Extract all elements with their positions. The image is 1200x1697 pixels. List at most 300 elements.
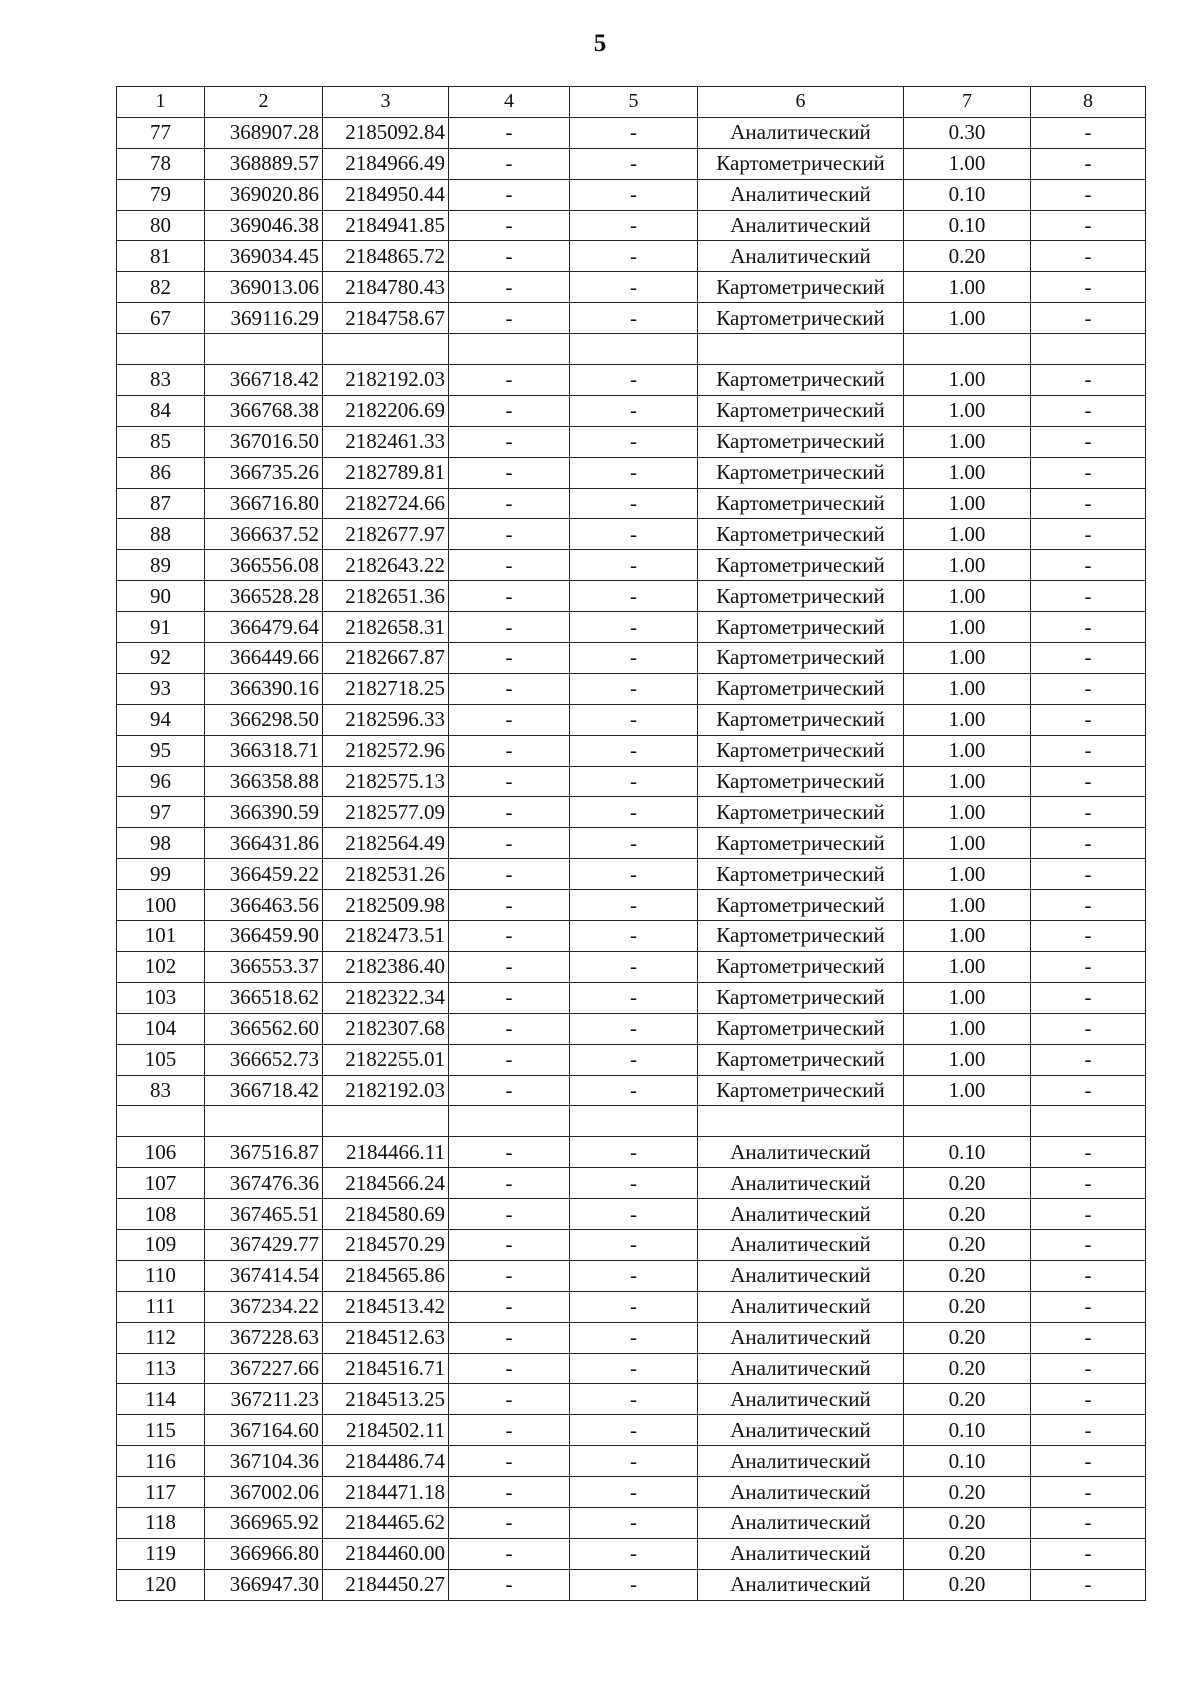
col-5-cell — [570, 334, 698, 365]
error-cell: 1.00 — [904, 673, 1031, 704]
y-coordinate-cell: 2182386.40 — [323, 951, 449, 982]
col-8-cell: - — [1031, 148, 1146, 179]
x-coordinate-cell: 366718.42 — [205, 1075, 323, 1106]
method-cell: Картометрический — [698, 488, 904, 519]
point-number-cell: 115 — [117, 1415, 205, 1446]
error-cell: 0.10 — [904, 1446, 1031, 1477]
col-8-cell: - — [1031, 1446, 1146, 1477]
method-cell — [698, 334, 904, 365]
table-row — [117, 117, 1146, 148]
error-cell: 1.00 — [904, 982, 1031, 1013]
error-cell: 0.20 — [904, 1384, 1031, 1415]
col-8-cell: - — [1031, 1477, 1146, 1508]
col-5-cell: - — [570, 890, 698, 921]
column-header-7: 7 — [904, 87, 1031, 118]
x-coordinate-cell: 369020.86 — [205, 179, 323, 210]
method-cell: Картометрический — [698, 519, 904, 550]
col-8-cell: - — [1031, 921, 1146, 952]
x-coordinate-cell: 369116.29 — [205, 303, 323, 334]
method-cell: Картометрический — [698, 673, 904, 704]
table-row — [117, 735, 1146, 766]
x-coordinate-cell: 366718.42 — [205, 365, 323, 396]
table-row — [117, 1569, 1146, 1600]
col-5-cell: - — [570, 982, 698, 1013]
col-5-cell: - — [570, 1199, 698, 1230]
col-5-cell: - — [570, 951, 698, 982]
error-cell: 1.00 — [904, 519, 1031, 550]
method-cell: Картометрический — [698, 581, 904, 612]
method-cell: Картометрический — [698, 735, 904, 766]
method-cell: Аналитический — [698, 1322, 904, 1353]
x-coordinate-cell: 366518.62 — [205, 982, 323, 1013]
error-cell: 1.00 — [904, 303, 1031, 334]
error-cell: 0.10 — [904, 1137, 1031, 1168]
separator-row — [117, 334, 1146, 365]
method-cell: Аналитический — [698, 1507, 904, 1538]
error-cell: 1.00 — [904, 1013, 1031, 1044]
col-4-cell: - — [449, 1168, 570, 1199]
col-8-cell: - — [1031, 117, 1146, 148]
col-5-cell: - — [570, 179, 698, 210]
col-5-cell: - — [570, 921, 698, 952]
error-cell: 0.20 — [904, 1260, 1031, 1291]
method-cell: Картометрический — [698, 1075, 904, 1106]
point-number-cell: 120 — [117, 1569, 205, 1600]
x-coordinate-cell: 366358.88 — [205, 766, 323, 797]
point-number-cell — [117, 334, 205, 365]
col-4-cell: - — [449, 1538, 570, 1569]
y-coordinate-cell: 2184566.24 — [323, 1168, 449, 1199]
col-4-cell: - — [449, 426, 570, 457]
table-row — [117, 859, 1146, 890]
x-coordinate-cell: 367429.77 — [205, 1229, 323, 1260]
point-number-cell: 116 — [117, 1446, 205, 1477]
error-cell: 0.20 — [904, 1229, 1031, 1260]
y-coordinate-cell: 2184513.25 — [323, 1384, 449, 1415]
x-coordinate-cell: 367211.23 — [205, 1384, 323, 1415]
y-coordinate-cell: 2185092.84 — [323, 117, 449, 148]
method-cell: Аналитический — [698, 1260, 904, 1291]
col-5-cell: - — [570, 488, 698, 519]
method-cell: Картометрический — [698, 365, 904, 396]
y-coordinate-cell: 2182572.96 — [323, 735, 449, 766]
y-coordinate-cell: 2184466.11 — [323, 1137, 449, 1168]
col-4-cell: - — [449, 1013, 570, 1044]
x-coordinate-cell: 367104.36 — [205, 1446, 323, 1477]
column-header-3: 3 — [323, 87, 449, 118]
col-5-cell: - — [570, 1260, 698, 1291]
method-cell: Картометрический — [698, 1044, 904, 1075]
col-4-cell: - — [449, 612, 570, 643]
col-8-cell: - — [1031, 982, 1146, 1013]
col-4-cell: - — [449, 828, 570, 859]
x-coordinate-cell: 369013.06 — [205, 272, 323, 303]
col-5-cell: - — [570, 550, 698, 581]
col-4-cell: - — [449, 1384, 570, 1415]
y-coordinate-cell: 2184460.00 — [323, 1538, 449, 1569]
col-8-cell: - — [1031, 179, 1146, 210]
col-4-cell: - — [449, 488, 570, 519]
x-coordinate-cell: 366735.26 — [205, 457, 323, 488]
error-cell: 1.00 — [904, 395, 1031, 426]
col-5-cell: - — [570, 1168, 698, 1199]
col-8-cell: - — [1031, 797, 1146, 828]
x-coordinate-cell: 366556.08 — [205, 550, 323, 581]
error-cell: 0.10 — [904, 179, 1031, 210]
point-number-cell: 106 — [117, 1137, 205, 1168]
error-cell: 1.00 — [904, 612, 1031, 643]
method-cell: Картометрический — [698, 797, 904, 828]
column-header-1: 1 — [117, 87, 205, 118]
table-row — [117, 643, 1146, 674]
col-4-cell: - — [449, 1446, 570, 1477]
point-number-cell: 82 — [117, 272, 205, 303]
table-row — [117, 1322, 1146, 1353]
table-row — [117, 951, 1146, 982]
table-row — [117, 210, 1146, 241]
y-coordinate-cell: 2182509.98 — [323, 890, 449, 921]
point-number-cell: 102 — [117, 951, 205, 982]
col-5-cell: - — [570, 1353, 698, 1384]
column-header-6: 6 — [698, 87, 904, 118]
col-8-cell: - — [1031, 1013, 1146, 1044]
error-cell: 0.20 — [904, 1291, 1031, 1322]
point-number-cell: 88 — [117, 519, 205, 550]
x-coordinate-cell: 366966.80 — [205, 1538, 323, 1569]
y-coordinate-cell: 2182564.49 — [323, 828, 449, 859]
table-row — [117, 1538, 1146, 1569]
method-cell: Аналитический — [698, 1384, 904, 1415]
error-cell: 1.00 — [904, 890, 1031, 921]
table-row — [117, 395, 1146, 426]
point-number-cell: 98 — [117, 828, 205, 859]
column-header-4: 4 — [449, 87, 570, 118]
point-number-cell: 79 — [117, 179, 205, 210]
x-coordinate-cell: 366562.60 — [205, 1013, 323, 1044]
table-row — [117, 272, 1146, 303]
col-4-cell: - — [449, 1415, 570, 1446]
col-8-cell: - — [1031, 303, 1146, 334]
col-8-cell: - — [1031, 1075, 1146, 1106]
point-number-cell: 112 — [117, 1322, 205, 1353]
table-row — [117, 1353, 1146, 1384]
col-8-cell: - — [1031, 1415, 1146, 1446]
column-header-5: 5 — [570, 87, 698, 118]
table-row — [117, 704, 1146, 735]
col-4-cell: - — [449, 643, 570, 674]
col-4-cell: - — [449, 457, 570, 488]
point-number-cell: 93 — [117, 673, 205, 704]
error-cell: 1.00 — [904, 365, 1031, 396]
method-cell: Картометрический — [698, 272, 904, 303]
table-row — [117, 488, 1146, 519]
point-number-cell: 104 — [117, 1013, 205, 1044]
col-5-cell: - — [570, 1384, 698, 1415]
col-4-cell — [449, 1106, 570, 1137]
x-coordinate-cell: 366553.37 — [205, 951, 323, 982]
y-coordinate-cell: 2182643.22 — [323, 550, 449, 581]
y-coordinate-cell — [323, 1106, 449, 1137]
col-5-cell: - — [570, 643, 698, 674]
x-coordinate-cell: 366431.86 — [205, 828, 323, 859]
error-cell: 1.00 — [904, 643, 1031, 674]
y-coordinate-cell: 2184941.85 — [323, 210, 449, 241]
table-row — [117, 1446, 1146, 1477]
col-4-cell: - — [449, 673, 570, 704]
method-cell: Картометрический — [698, 148, 904, 179]
method-cell: Картометрический — [698, 303, 904, 334]
point-number-cell: 100 — [117, 890, 205, 921]
table-row — [117, 1415, 1146, 1446]
col-4-cell: - — [449, 1477, 570, 1508]
col-5-cell: - — [570, 1044, 698, 1075]
point-number-cell — [117, 1106, 205, 1137]
col-8-cell: - — [1031, 643, 1146, 674]
col-8-cell: - — [1031, 519, 1146, 550]
col-8-cell: - — [1031, 1384, 1146, 1415]
col-4-cell: - — [449, 1229, 570, 1260]
x-coordinate-cell: 366459.90 — [205, 921, 323, 952]
y-coordinate-cell: 2182461.33 — [323, 426, 449, 457]
method-cell: Картометрический — [698, 766, 904, 797]
error-cell: 1.00 — [904, 735, 1031, 766]
col-8-cell: - — [1031, 704, 1146, 735]
col-8-cell: - — [1031, 457, 1146, 488]
col-8-cell: - — [1031, 828, 1146, 859]
x-coordinate-cell: 367234.22 — [205, 1291, 323, 1322]
error-cell: 1.00 — [904, 797, 1031, 828]
page-number: 5 — [593, 30, 607, 57]
col-8-cell: - — [1031, 1137, 1146, 1168]
method-cell: Картометрический — [698, 457, 904, 488]
col-4-cell: - — [449, 766, 570, 797]
x-coordinate-cell: 366947.30 — [205, 1569, 323, 1600]
method-cell: Картометрический — [698, 704, 904, 735]
point-number-cell: 97 — [117, 797, 205, 828]
method-cell: Картометрический — [698, 859, 904, 890]
col-4-cell: - — [449, 797, 570, 828]
error-cell: 0.20 — [904, 241, 1031, 272]
table-row — [117, 1075, 1146, 1106]
table-row — [117, 1137, 1146, 1168]
col-5-cell: - — [570, 457, 698, 488]
error-cell: 0.30 — [904, 117, 1031, 148]
col-5-cell: - — [570, 1569, 698, 1600]
error-cell: 0.20 — [904, 1507, 1031, 1538]
table-row — [117, 921, 1146, 952]
point-number-cell: 89 — [117, 550, 205, 581]
error-cell: 0.20 — [904, 1538, 1031, 1569]
point-number-cell: 108 — [117, 1199, 205, 1230]
col-5-cell: - — [570, 581, 698, 612]
error-cell — [904, 334, 1031, 365]
y-coordinate-cell: 2182667.87 — [323, 643, 449, 674]
table-row — [117, 673, 1146, 704]
table-header-row — [117, 87, 1146, 118]
point-number-cell: 101 — [117, 921, 205, 952]
col-8-cell: - — [1031, 1291, 1146, 1322]
col-4-cell: - — [449, 303, 570, 334]
method-cell: Картометрический — [698, 921, 904, 952]
x-coordinate-cell: 366449.66 — [205, 643, 323, 674]
x-coordinate-cell: 366768.38 — [205, 395, 323, 426]
point-number-cell: 81 — [117, 241, 205, 272]
col-8-cell: - — [1031, 210, 1146, 241]
col-5-cell: - — [570, 1507, 698, 1538]
method-cell: Картометрический — [698, 395, 904, 426]
col-4-cell: - — [449, 704, 570, 735]
y-coordinate-cell: 2184570.29 — [323, 1229, 449, 1260]
x-coordinate-cell: 366390.16 — [205, 673, 323, 704]
x-coordinate-cell: 366459.22 — [205, 859, 323, 890]
point-number-cell: 117 — [117, 1477, 205, 1508]
col-4-cell: - — [449, 365, 570, 396]
col-5-cell: - — [570, 1075, 698, 1106]
col-5-cell: - — [570, 1322, 698, 1353]
y-coordinate-cell: 2182677.97 — [323, 519, 449, 550]
col-4-cell: - — [449, 272, 570, 303]
col-4-cell: - — [449, 1137, 570, 1168]
col-8-cell: - — [1031, 241, 1146, 272]
x-coordinate-cell: 369034.45 — [205, 241, 323, 272]
table-row — [117, 426, 1146, 457]
col-4-cell: - — [449, 117, 570, 148]
table-row — [117, 890, 1146, 921]
method-cell: Картометрический — [698, 982, 904, 1013]
y-coordinate-cell: 2182531.26 — [323, 859, 449, 890]
x-coordinate-cell: 367002.06 — [205, 1477, 323, 1508]
col-4-cell: - — [449, 1353, 570, 1384]
point-number-cell: 113 — [117, 1353, 205, 1384]
col-8-cell: - — [1031, 951, 1146, 982]
col-5-cell: - — [570, 1477, 698, 1508]
point-number-cell: 91 — [117, 612, 205, 643]
x-coordinate-cell: 367016.50 — [205, 426, 323, 457]
table-row — [117, 1013, 1146, 1044]
col-5-cell: - — [570, 148, 698, 179]
y-coordinate-cell: 2184865.72 — [323, 241, 449, 272]
col-5-cell: - — [570, 1229, 698, 1260]
table-row — [117, 457, 1146, 488]
error-cell: 1.00 — [904, 828, 1031, 859]
col-4-cell: - — [449, 982, 570, 1013]
point-number-cell: 119 — [117, 1538, 205, 1569]
y-coordinate-cell: 2184471.18 — [323, 1477, 449, 1508]
y-coordinate-cell: 2182724.66 — [323, 488, 449, 519]
y-coordinate-cell: 2182307.68 — [323, 1013, 449, 1044]
col-8-cell: - — [1031, 1229, 1146, 1260]
y-coordinate-cell: 2182192.03 — [323, 1075, 449, 1106]
table-row — [117, 1291, 1146, 1322]
col-5-cell: - — [570, 519, 698, 550]
col-8-cell: - — [1031, 272, 1146, 303]
col-5-cell: - — [570, 1291, 698, 1322]
col-4-cell: - — [449, 581, 570, 612]
table-row — [117, 581, 1146, 612]
method-cell: Аналитический — [698, 210, 904, 241]
col-4-cell: - — [449, 859, 570, 890]
method-cell: Картометрический — [698, 643, 904, 674]
table-row — [117, 982, 1146, 1013]
col-5-cell: - — [570, 673, 698, 704]
method-cell: Картометрический — [698, 612, 904, 643]
error-cell: 1.00 — [904, 1075, 1031, 1106]
error-cell: 1.00 — [904, 1044, 1031, 1075]
error-cell: 1.00 — [904, 272, 1031, 303]
separator-row — [117, 1106, 1146, 1137]
table-row — [117, 179, 1146, 210]
error-cell: 1.00 — [904, 921, 1031, 952]
x-coordinate-cell: 366965.92 — [205, 1507, 323, 1538]
x-coordinate-cell: 368889.57 — [205, 148, 323, 179]
col-8-cell — [1031, 1106, 1146, 1137]
col-8-cell: - — [1031, 1260, 1146, 1291]
col-5-cell: - — [570, 395, 698, 426]
y-coordinate-cell: 2184516.71 — [323, 1353, 449, 1384]
col-4-cell: - — [449, 735, 570, 766]
error-cell: 0.20 — [904, 1199, 1031, 1230]
point-number-cell: 80 — [117, 210, 205, 241]
y-coordinate-cell: 2182789.81 — [323, 457, 449, 488]
col-8-cell: - — [1031, 1353, 1146, 1384]
error-cell: 1.00 — [904, 951, 1031, 982]
table-row — [117, 1044, 1146, 1075]
col-4-cell: - — [449, 148, 570, 179]
col-5-cell: - — [570, 1538, 698, 1569]
x-coordinate-cell: 367465.51 — [205, 1199, 323, 1230]
col-5-cell: - — [570, 1013, 698, 1044]
table-row — [117, 612, 1146, 643]
col-5-cell: - — [570, 704, 698, 735]
point-number-cell: 85 — [117, 426, 205, 457]
point-number-cell: 92 — [117, 643, 205, 674]
error-cell: 0.20 — [904, 1168, 1031, 1199]
x-coordinate-cell: 366479.64 — [205, 612, 323, 643]
x-coordinate-cell: 367414.54 — [205, 1260, 323, 1291]
point-number-cell: 95 — [117, 735, 205, 766]
col-8-cell: - — [1031, 395, 1146, 426]
coordinates-table — [116, 86, 1146, 1601]
method-cell: Аналитический — [698, 117, 904, 148]
col-5-cell: - — [570, 210, 698, 241]
y-coordinate-cell: 2182577.09 — [323, 797, 449, 828]
col-5-cell: - — [570, 272, 698, 303]
table-row — [117, 1168, 1146, 1199]
y-coordinate-cell: 2182596.33 — [323, 704, 449, 735]
method-cell: Аналитический — [698, 241, 904, 272]
method-cell: Аналитический — [698, 1477, 904, 1508]
table-row — [117, 303, 1146, 334]
table-row — [117, 148, 1146, 179]
col-4-cell: - — [449, 395, 570, 426]
col-4-cell: - — [449, 1569, 570, 1600]
y-coordinate-cell: 2184780.43 — [323, 272, 449, 303]
col-8-cell: - — [1031, 365, 1146, 396]
col-8-cell: - — [1031, 735, 1146, 766]
y-coordinate-cell: 2182575.13 — [323, 766, 449, 797]
point-number-cell: 94 — [117, 704, 205, 735]
y-coordinate-cell: 2184512.63 — [323, 1322, 449, 1353]
col-8-cell: - — [1031, 488, 1146, 519]
error-cell: 0.10 — [904, 210, 1031, 241]
point-number-cell: 118 — [117, 1507, 205, 1538]
col-5-cell: - — [570, 766, 698, 797]
col-5-cell: - — [570, 1415, 698, 1446]
col-5-cell: - — [570, 735, 698, 766]
column-header-8: 8 — [1031, 87, 1146, 118]
x-coordinate-cell: 366637.52 — [205, 519, 323, 550]
y-coordinate-cell: 2184950.44 — [323, 179, 449, 210]
